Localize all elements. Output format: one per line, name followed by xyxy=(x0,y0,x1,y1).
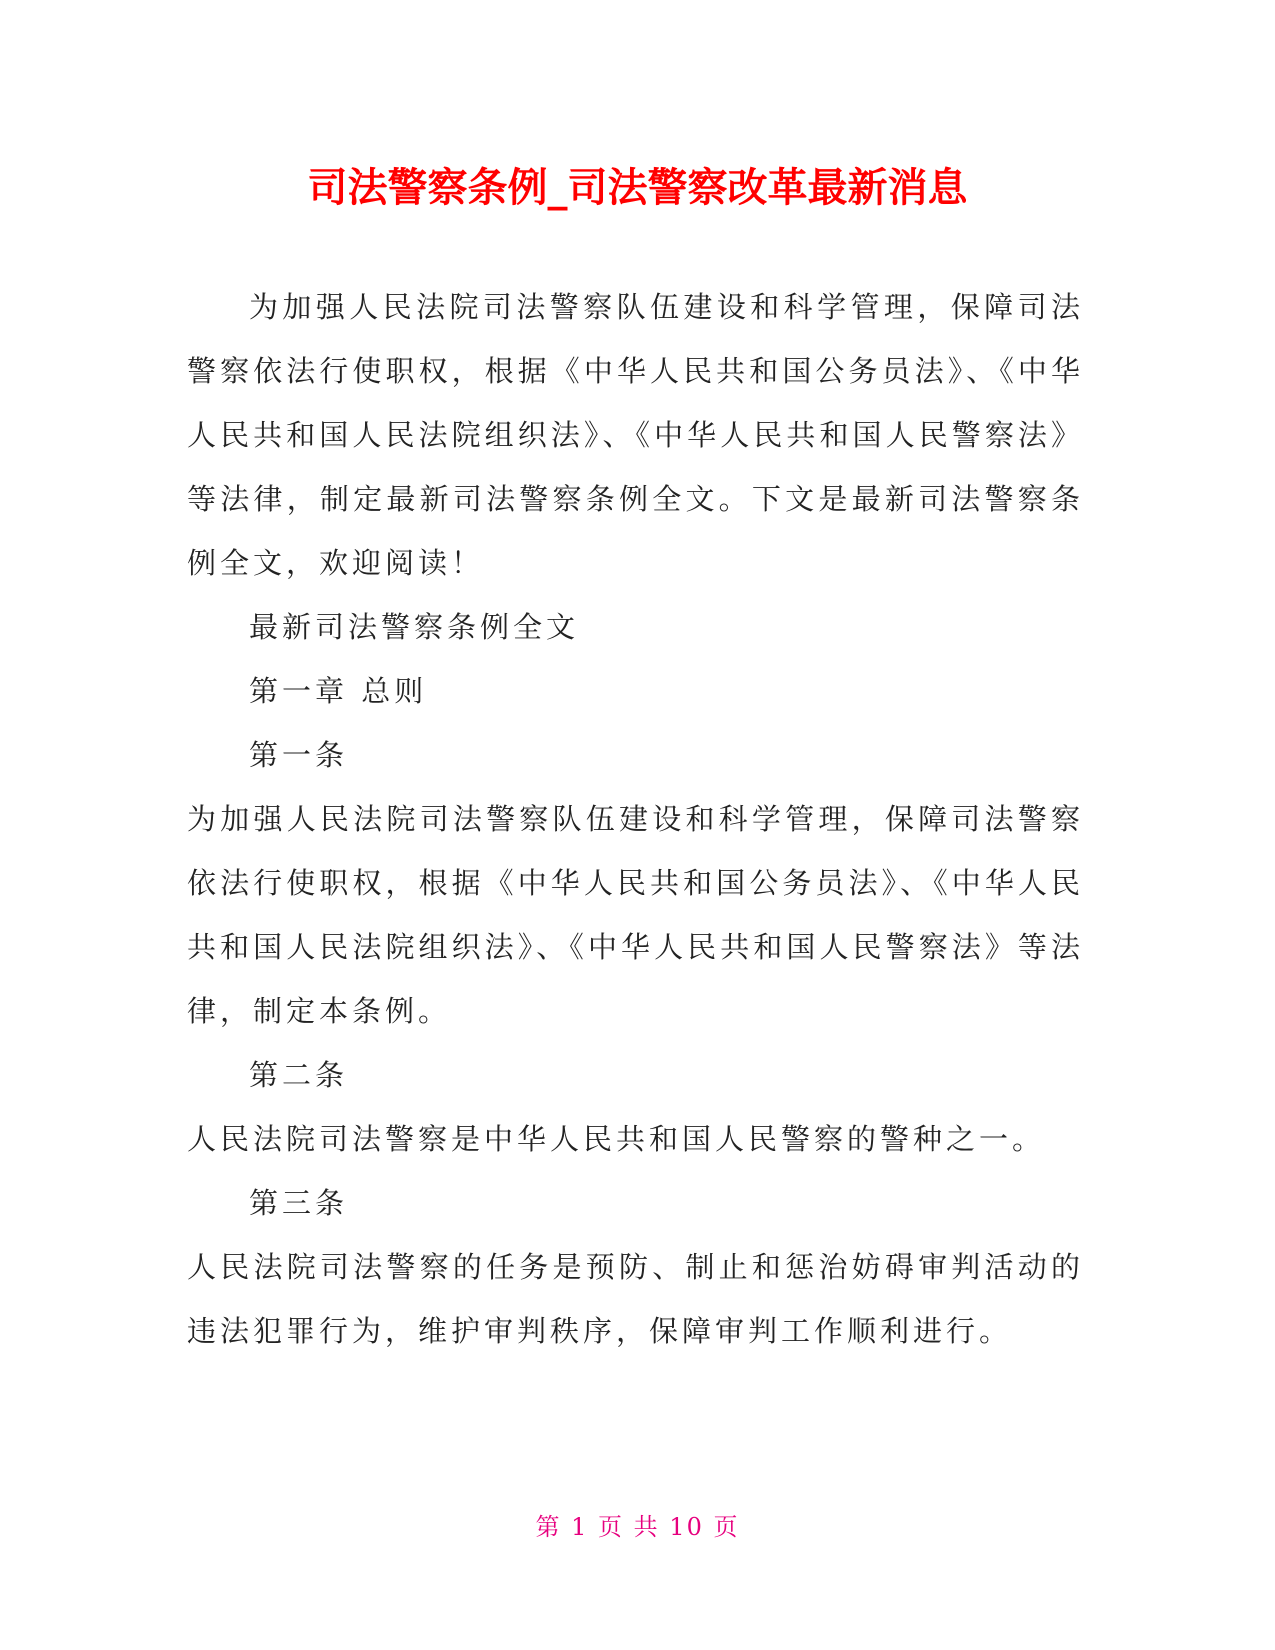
article-heading-1: 第一条 xyxy=(249,738,349,772)
article-body-2: 人民法院司法警察是中华人民共和国人民警察的警种之一。 xyxy=(187,1122,1046,1156)
article-heading-2: 第二条 xyxy=(249,1058,349,1092)
intro-paragraph: 为加强人民法院司法警察队伍建设和科学管理，保障司法警察依法行使职权，根据《中华人民共和国公务员法》、《中华人民共和国人民法院组织法》、《中华人民共和国人民警察法》等法律，制定最新司法警察条例全文。下文是最新司法警察条例全文，欢迎阅读！ xyxy=(187,290,1084,580)
page-number-footer: 第 1 页 共 10 页 xyxy=(535,1513,740,1541)
article-body-3: 人民法院司法警察的任务是预防、制止和惩治妨碍审判活动的违法犯罪行为，维护审判秩序，保障审判工作顺利进行。 xyxy=(187,1250,1084,1348)
chapter-heading: 第一章 总则 xyxy=(249,674,428,708)
document-body xyxy=(187,275,1084,1363)
article-heading-3: 第三条 xyxy=(249,1186,349,1220)
document-title: 司法警察条例_司法警察改革最新消息 xyxy=(307,165,968,211)
article-body-1: 为加强人民法院司法警察队伍建设和科学管理，保障司法警察依法行使职权，根据《中华人民共和国公务员法》、《中华人民共和国人民法院组织法》、《中华人民共和国人民警察法》等法律，制定本条例。 xyxy=(187,802,1084,1028)
section-heading: 最新司法警察条例全文 xyxy=(249,610,580,644)
